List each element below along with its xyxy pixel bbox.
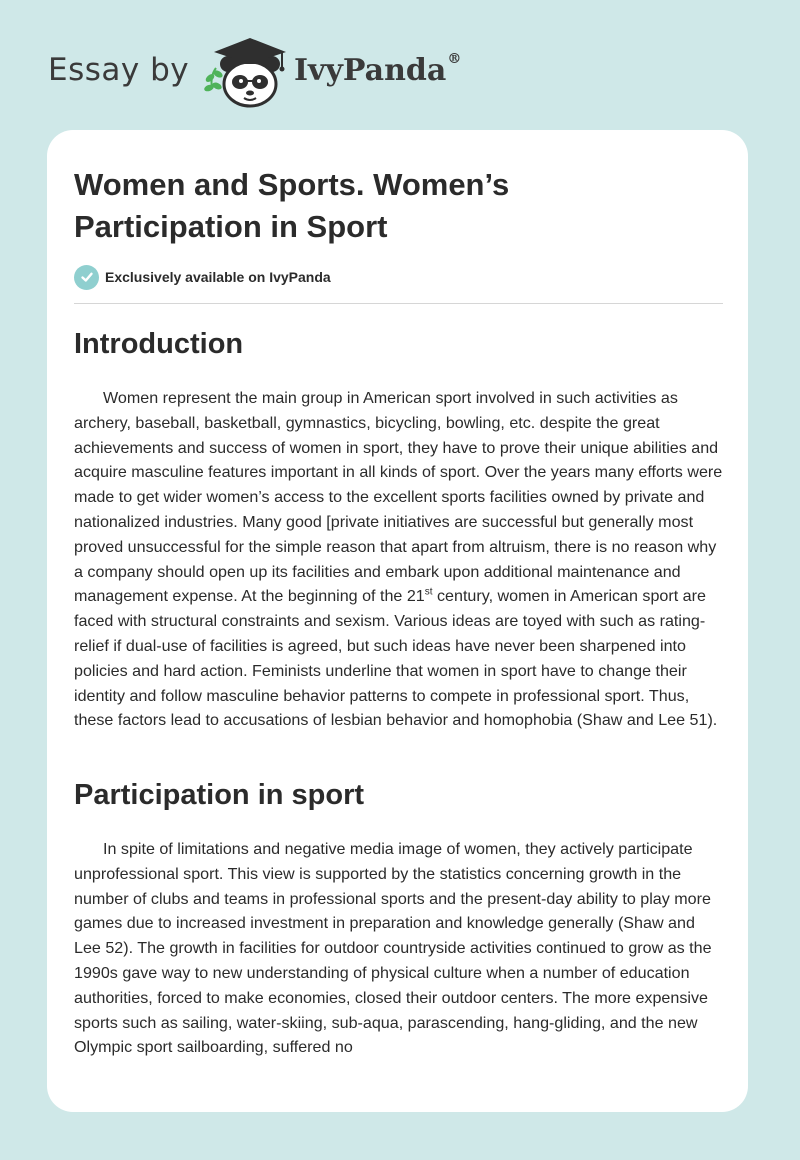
section-paragraph-participation: In spite of limitations and negative media image of women, they actively participate unprofessional sport. This view is supported by the statistics concerning growth in the number of clubs and teams in professional sports and the present-day ability to play more games due to increased investment in preparation and knowledge generally (Shaw and Lee 52). The growth in facilities for outdoor countryside activities continued to grow as the 1990s gave way to new understanding of physical culture when a number of education authorities, forced to make economies, closed their outdoor centers. The more expensive sports such as sailing, water-skiing, sub-aqua, parascending, hang-gliding, and the new Olympic sport sailboarding, suffered no xyxy=(74,840,712,1057)
exclusive-badge xyxy=(74,264,331,290)
paragraph-text-continued: century, women in American sport are faced with structural constraints and sexism. Various ideas are toyed with such as rating-relief if dual-use of facilities is agreed, but such ideas have never been sharpened into policies and hard action. Feminists underline that women in sport have to change their identity and follow masculine behavior patterns to compete in professional sport. Thus, these factors lead to accusations of lesbian behavior and homophobia (Shaw and Lee 51). xyxy=(74,587,718,730)
brand-name[interactable] xyxy=(294,53,461,88)
brand-prefix: Essay by xyxy=(48,52,190,88)
essay-card xyxy=(47,130,748,1112)
registered-mark: ® xyxy=(447,51,462,67)
section-paragraph-introduction xyxy=(74,386,726,733)
superscript-ordinal: st xyxy=(424,587,433,599)
section-heading-introduction: Introduction xyxy=(74,328,244,360)
badge-text: Exclusively available on IvyPanda xyxy=(105,269,331,285)
brand-name-text: IvyPanda xyxy=(294,53,447,88)
site-header xyxy=(0,0,800,130)
check-circle-icon xyxy=(74,265,99,290)
paragraph-text: Women represent the main group in American sport involved in such activities as archery, baseball, basketball, gymnastics, bicycling, bowling, etc. despite the great achievements and success of women in sport, they have to prove their unique abilities and acquire masculine features important in all kinds of sport. Over the years many efforts were made to get wider women’s access to the excellent sports facilities owned by private and nationalized industries. Many good [private initiatives are successful but generally most proved unsuccessful for the simple reason that apart from altruism, there is no reason why a company should open up its facilities and embark upon additional maintenance and management expense. At the beginning of the 21 xyxy=(74,389,723,606)
section-heading-participation: Participation in sport xyxy=(74,779,365,811)
divider xyxy=(74,303,723,304)
page-title: Women and Sports. Women’s Participation in Sport xyxy=(74,167,510,244)
panda-graduation-cap-logo-icon[interactable] xyxy=(198,30,294,110)
